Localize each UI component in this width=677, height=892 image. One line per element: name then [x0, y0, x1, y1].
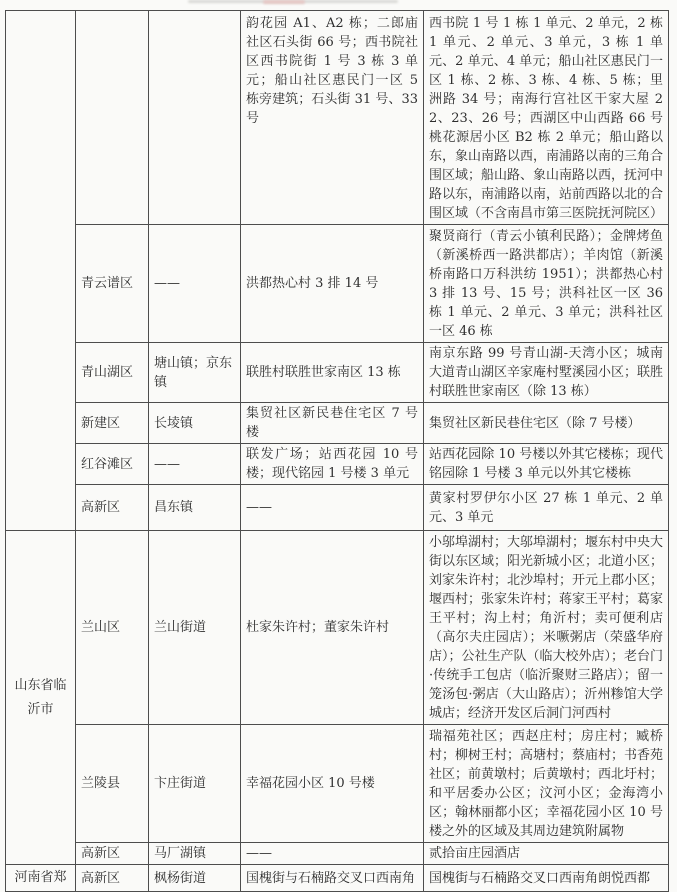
street-cell	[149, 11, 241, 225]
detail-cell: 国槐街与石楠路交叉口西南角朗悦西都	[424, 865, 669, 892]
table-row	[6, 485, 669, 531]
table-row	[6, 11, 669, 225]
district-cell	[76, 11, 149, 225]
street-cell: ——	[149, 444, 241, 485]
district-cell: 新建区	[76, 403, 149, 444]
district-cell: 兰陵县	[76, 725, 149, 843]
province-cell	[6, 11, 76, 531]
province-cell: 山东省临沂市	[6, 531, 76, 865]
table-row	[6, 531, 669, 725]
location-cell: 联发广场；站西花园 10 号楼；现代铭园 1 号楼 3 单元	[241, 444, 424, 485]
location-cell: ——	[241, 843, 424, 865]
location-cell: 杜家朱许村；董家朱许村	[241, 531, 424, 725]
province-cell: 河南省郑	[6, 865, 76, 892]
location-cell: 联胜村联胜世家南区 13 栋	[241, 343, 424, 403]
detail-cell: 西书院 1 号 1 栋 1 单元、2 单元，2 栋 1 单元、2 单元、3 单元，3 栋 1 单元、2 单元、4 单元；船山社区惠民门一区 1 栋、2 栋、3 栋、4 栋、5 栋；里洲路 34 号；南海行宫社区干家大屋 22、23、26 号；西湖区中山西路 66 号桃花源居小区 B2 栋 2 单元；船山路以东，象山南路以西，南浦路以南的三角合围区域；船山路、象山南路以西，抚河中路以东，南浦路以南，站前西路以北的合围区域（不含南昌市第三医院抚河院区）	[424, 11, 669, 225]
location-cell: ——	[241, 485, 424, 531]
location-cell: 洪都热心村 3 排 14 号	[241, 225, 424, 343]
location-cell: 幸福花园小区 10 号楼	[241, 725, 424, 843]
table-row	[6, 403, 669, 444]
district-cell: 高新区	[76, 843, 149, 865]
detail-cell: 瑞福苑社区；西赵庄村；房庄村；臧桥村；柳树王村；高塘村；蔡庙村；书香苑社区；前黄墩村；后黄墩村；西北圩村；和平居委办公区；汶河小区；金海湾小区；翰林丽都小区；幸福花园小区 10 号楼之外的区域及其周边建筑附属物	[424, 725, 669, 843]
district-cell: 兰山区	[76, 531, 149, 725]
detail-cell: 集贸社区新民巷住宅区（除 7 号楼）	[424, 403, 669, 444]
detail-cell: 黄家村罗伊尔小区 27 栋 1 单元、2 单元、3 单元	[424, 485, 669, 531]
cropped-text-remnant-red	[263, 0, 305, 4]
district-cell: 红谷滩区	[76, 444, 149, 485]
detail-cell: 站西花园除 10 号楼以外其它楼栋；现代铭园除 1 号楼 3 单元以外其它楼栋	[424, 444, 669, 485]
location-cell: 集贸社区新民巷住宅区 7 号楼	[241, 403, 424, 444]
street-cell: 塘山镇；京东镇	[149, 343, 241, 403]
street-cell: 枫杨街道	[149, 865, 241, 892]
street-cell: ——	[149, 225, 241, 343]
district-cell: 高新区	[76, 485, 149, 531]
district-cell: 高新区	[76, 865, 149, 892]
location-cell: 韵花园 A1、A2 栋；二郎庙社区石头街 66 号；西书院社区西书院街 1 号 3 栋 3 单元；船山社区惠民门一区 5 栋旁建筑；石头街 31 号、33 号	[241, 11, 424, 225]
district-cell: 青山湖区	[76, 343, 149, 403]
street-cell: 昌东镇	[149, 485, 241, 531]
location-cell: 国槐街与石楠路交叉口西南角	[241, 865, 424, 892]
table-row	[6, 444, 669, 485]
table-row	[6, 343, 669, 403]
street-cell: 长堎镇	[149, 403, 241, 444]
detail-cell: 小邬埠湖村；大邬埠湖村；堰东村中央大街以东区域；阳光新城小区；北道小区；刘家朱许村；北沙埠村；开元上郡小区；堰西村；张家朱许村；蒋家王平村；葛家王平村；沟上村；角沂村；卖可便利店（高尔夫庄园店）；米噘粥店（荣盛华府店）；公社生产队（临大校外店）；老台门·传统手工包店（临沂聚财三路店）；留一笼汤包·粥店（大山路店）；沂州糁馆大学城店；经济开发区后洞门河西村	[424, 531, 669, 725]
detail-cell: 聚贤商行（青云小镇利民路）；金牌烤鱼（新溪桥西一路洪都店）；羊肉馆（新溪桥南路口万科洪纺 1951）；洪都热心村 3 排 13 号、15 号；洪科社区一区 36 栋 1 单元、2 单元、3 单元；洪科社区一区 46 栋	[424, 225, 669, 343]
street-cell: 兰山街道	[149, 531, 241, 725]
table-row	[6, 725, 669, 843]
detail-cell: 南京东路 99 号青山湖-天湾小区；城南大道青山湖区辛家庵村墅溪园小区；联胜村联胜世家南区（除 13 栋）	[424, 343, 669, 403]
district-cell: 青云谱区	[76, 225, 149, 343]
table-row	[6, 225, 669, 343]
risk-area-table	[5, 10, 669, 892]
street-cell: 卞庄街道	[149, 725, 241, 843]
table-row	[6, 865, 669, 892]
table-row	[6, 843, 669, 865]
detail-cell: 贰拾亩庄园酒店	[424, 843, 669, 865]
street-cell: 马厂湖镇	[149, 843, 241, 865]
